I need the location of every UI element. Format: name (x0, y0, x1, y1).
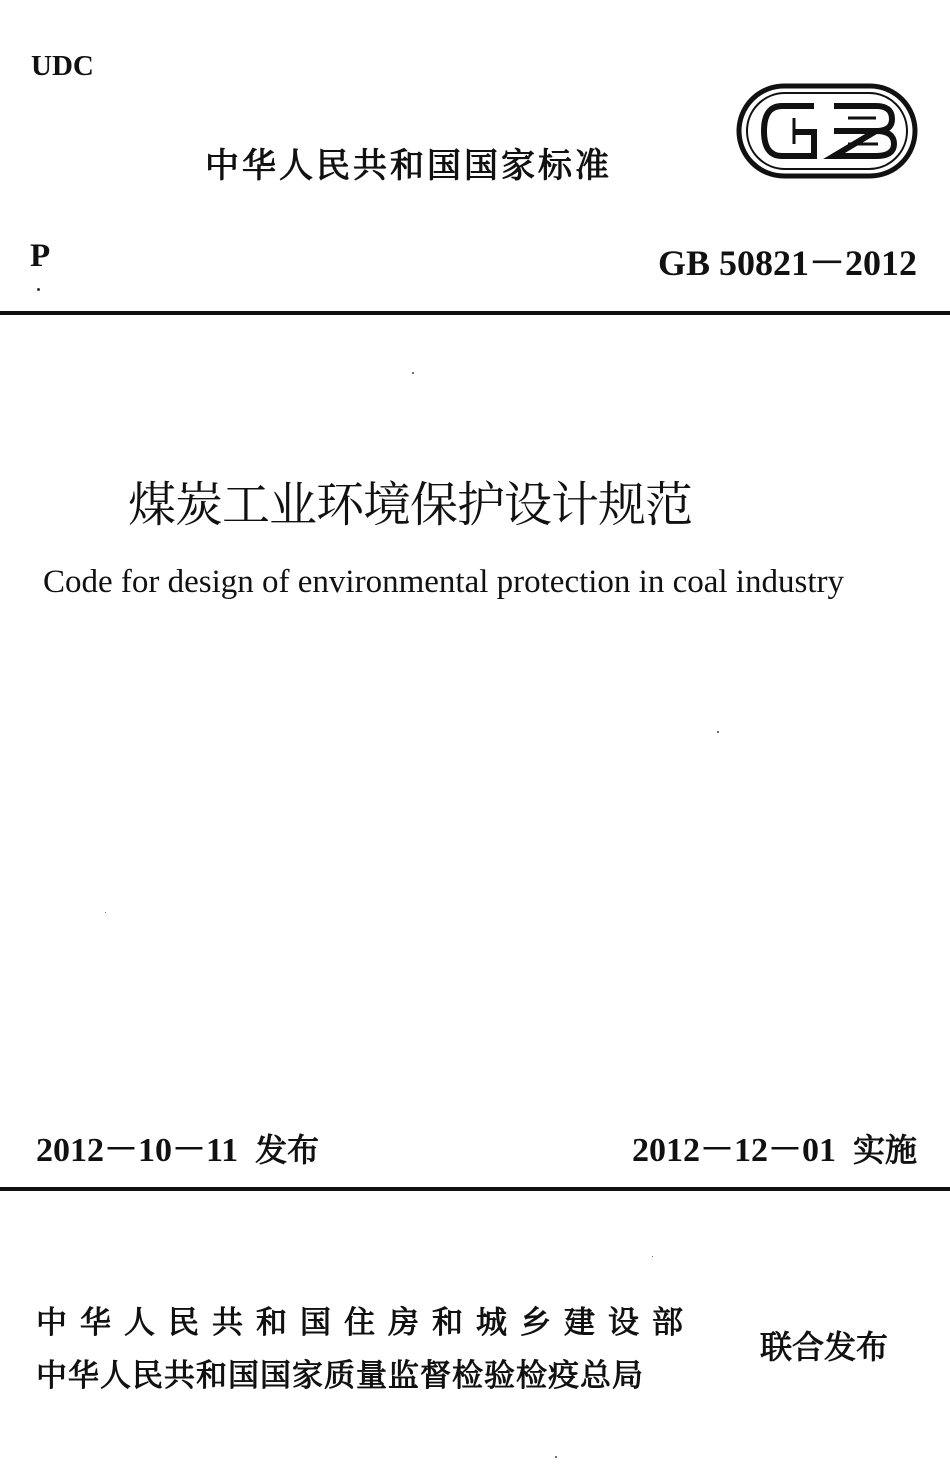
publisher-aqsiq: 中华人民共和国国家质量监督检验检疫总局 (36, 1358, 644, 1394)
gb-logo (736, 82, 918, 180)
national-standard-heading: 中华人民共和国国家标准 (205, 146, 612, 186)
top-divider (0, 311, 950, 315)
classification-code: P (30, 238, 51, 274)
joint-publish-label: 联合发布 (760, 1328, 889, 1366)
speck (412, 372, 414, 374)
implement-date: 2012－12－01 (631, 1132, 836, 1169)
implement-date-line (632, 1122, 917, 1171)
bottom-divider (0, 1187, 950, 1191)
title-english: Code for design of environmental protection in coal industry (43, 564, 844, 600)
issue-date-line (36, 1122, 319, 1171)
issue-label: 发布 (255, 1131, 320, 1169)
speck (717, 731, 719, 733)
publisher-ministry-housing: 中华人民共和国住房和城乡建设部 (36, 1305, 696, 1341)
implement-label: 实施 (852, 1131, 917, 1169)
speck (37, 288, 40, 291)
standard-number: GB 50821－2012 (657, 243, 917, 283)
issue-date: 2012－10－11 (36, 1132, 239, 1169)
udc-label: UDC (31, 50, 94, 82)
speck (652, 1256, 653, 1257)
speck (105, 912, 106, 913)
title-chinese: 煤炭工业环境保护设计规范 (128, 477, 693, 533)
speck (555, 1456, 557, 1458)
